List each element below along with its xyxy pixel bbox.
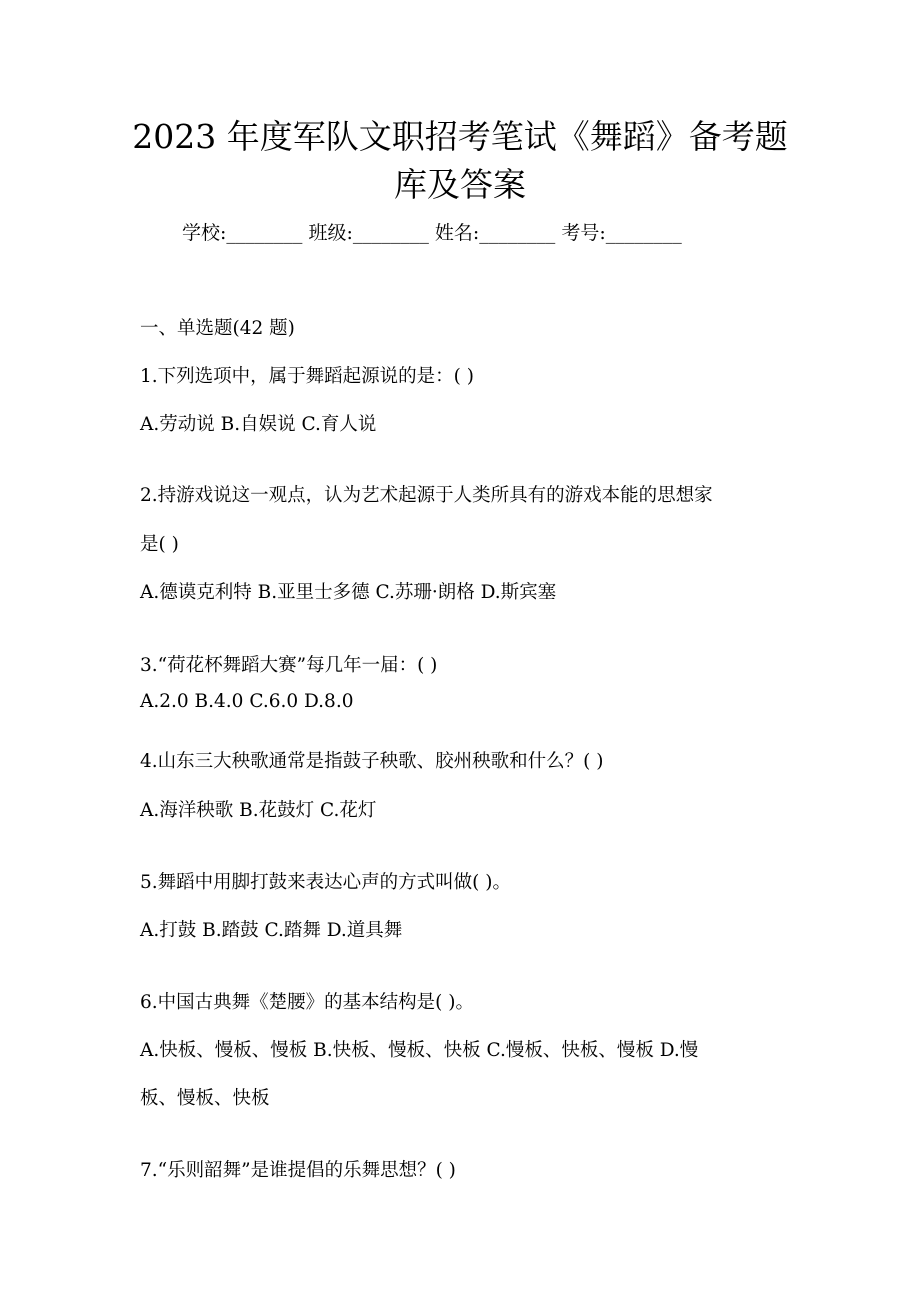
question-7-stem: 7.“乐则韶舞”是谁提倡的乐舞思想？( ) [140,1160,456,1181]
question-3-stem: 3.“荷花杯舞蹈大赛”每几年一届：( ) [140,655,438,676]
question-1-stem: 1.下列选项中，属于舞蹈起源说的是：( ) [140,366,474,387]
question-5-options: A.打鼓 B.踏鼓 C.踏舞 D.道具舞 [140,920,403,941]
question-4-options: A.海洋秧歌 B.花鼓灯 C.花灯 [140,800,377,821]
question-2-options: A.德谟克利特 B.亚里士多德 C.苏珊·朗格 D.斯宾塞 [140,582,557,603]
question-6-options-line-2: 板、慢板、快板 [140,1088,270,1109]
document-title-line-2: 库及答案 [394,165,526,204]
question-1-options: A.劳动说 B.自娱说 C.育人说 [140,414,377,435]
question-4-stem: 4.山东三大秧歌通常是指鼓子秧歌、胶州秧歌和什么？( ) [140,751,604,772]
question-3-options: A.2.0 B.4.0 C.6.0 D.8.0 [140,691,354,712]
question-5-stem: 5.舞蹈中用脚打鼓来表达心声的方式叫做( )。 [140,872,511,893]
student-info-line: 学校:________ 班级:________ 姓名:________ 考号:________ [182,222,682,244]
question-2-stem-line-2: 是( ) [140,534,179,555]
section-heading: 一、单选题(42 题) [140,318,295,339]
question-6-options-line-1: A.快板、慢板、慢板 B.快板、慢板、快板 C.慢板、快板、慢板 D.慢 [140,1040,699,1061]
question-6-stem: 6.中国古典舞《楚腰》的基本结构是( )。 [140,992,474,1013]
document-title-line-1: 2023 年度军队文职招考笔试《舞蹈》备考题 [132,117,788,156]
question-2-stem-line-1: 2.持游戏说这一观点，认为艺术起源于人类所具有的游戏本能的思想家 [140,485,713,506]
